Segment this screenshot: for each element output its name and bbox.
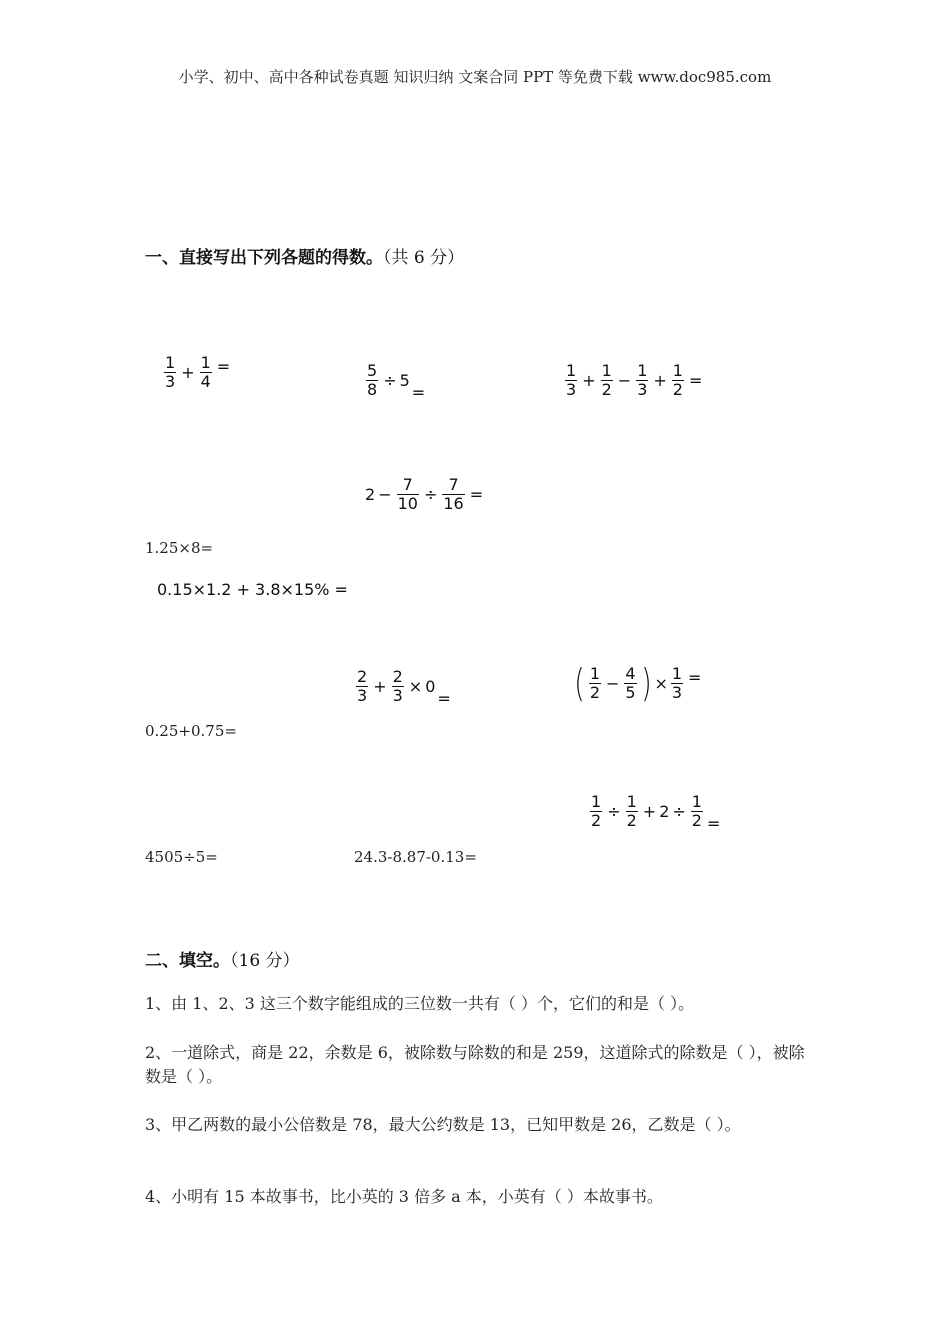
equals-sign: = bbox=[706, 814, 721, 833]
denominator: 3 bbox=[671, 682, 683, 702]
numerator: 1 bbox=[200, 353, 211, 372]
plus-sign: + bbox=[373, 677, 387, 696]
plus-sign: + bbox=[181, 363, 195, 382]
fraction bbox=[565, 362, 577, 399]
expr-decimal-1: 1.25×8= bbox=[145, 539, 214, 557]
expr-frac-mult-1 bbox=[354, 667, 451, 708]
expr-frac-div-2 bbox=[588, 792, 721, 833]
plus-sign: + bbox=[653, 371, 667, 390]
numerator: 1 bbox=[626, 792, 637, 811]
number: 0 bbox=[425, 677, 436, 696]
denominator: 2 bbox=[601, 380, 612, 399]
expr-frac-sum-1 bbox=[162, 354, 233, 391]
denominator: 4 bbox=[200, 372, 211, 391]
denominator: 2 bbox=[672, 380, 683, 399]
minus-sign: − bbox=[606, 673, 620, 693]
number: 2 bbox=[659, 802, 670, 821]
fraction bbox=[626, 793, 638, 830]
denominator: 3 bbox=[357, 686, 368, 705]
fraction bbox=[392, 668, 404, 705]
denominator: 2 bbox=[591, 811, 602, 830]
numerator: 1 bbox=[672, 361, 683, 380]
numerator: 4 bbox=[625, 663, 636, 683]
numerator: 1 bbox=[165, 353, 176, 372]
numerator: 1 bbox=[671, 663, 683, 683]
numerator: 1 bbox=[589, 663, 601, 683]
fraction bbox=[671, 665, 683, 702]
question-4: 4、小明有 15 本故事书，比小英的 3 倍多 a 本，小英有（ ）本故事书。 bbox=[145, 1187, 663, 1206]
expr-frac-mixed-1 bbox=[563, 362, 705, 399]
question-3: 3、甲乙两数的最小公倍数是 78，最大公约数是 13，已知甲数是 26，乙数是（ ）。 bbox=[145, 1115, 741, 1134]
left-paren: ( bbox=[574, 661, 585, 705]
section-1-heading bbox=[145, 243, 464, 268]
minus-sign: − bbox=[617, 371, 632, 390]
numerator: 1 bbox=[566, 361, 577, 380]
denominator: 3 bbox=[392, 686, 403, 705]
fraction bbox=[589, 665, 601, 702]
number: 2 bbox=[365, 485, 376, 504]
fraction bbox=[590, 793, 602, 830]
numerator: 7 bbox=[402, 475, 413, 494]
expr-division-1: 4505÷5= bbox=[145, 848, 218, 866]
denominator: 5 bbox=[625, 682, 636, 702]
divide-sign: ÷ bbox=[423, 485, 438, 504]
fraction bbox=[601, 362, 613, 399]
numerator: 2 bbox=[392, 667, 403, 686]
expr-decimal-3: 0.25+0.75= bbox=[145, 722, 237, 740]
expr-frac-div-1 bbox=[364, 361, 426, 402]
equals-sign: = bbox=[437, 689, 451, 708]
number: 5 bbox=[399, 371, 410, 390]
expr-frac-mixed-2 bbox=[365, 476, 486, 513]
fraction bbox=[200, 354, 212, 391]
equals-sign: = bbox=[688, 667, 702, 687]
fraction bbox=[442, 476, 464, 513]
denominator: 10 bbox=[397, 494, 418, 513]
divide-sign: ÷ bbox=[383, 371, 397, 390]
denominator: 3 bbox=[165, 372, 176, 391]
expr-decimal-4: 24.3-8.87-0.13= bbox=[354, 848, 477, 866]
divide-sign: ÷ bbox=[672, 802, 686, 821]
numerator: 5 bbox=[367, 361, 378, 380]
right-paren: ) bbox=[640, 661, 652, 705]
numerator: 7 bbox=[448, 475, 459, 494]
page-header: 小学、初中、高中各种试卷真题 知识归纳 文案合同 PPT 等免费下载 www.doc985.com bbox=[178, 68, 772, 86]
numerator: 1 bbox=[591, 792, 602, 811]
fraction bbox=[672, 362, 684, 399]
denominator: 2 bbox=[691, 811, 702, 830]
fraction bbox=[164, 354, 176, 391]
numerator: 2 bbox=[357, 667, 368, 686]
question-1: 1、由 1、2、3 这三个数字能组成的三位数一共有（ ）个，它们的和是（ ）。 bbox=[145, 994, 695, 1013]
fraction bbox=[356, 668, 368, 705]
denominator: 3 bbox=[637, 380, 648, 399]
fraction bbox=[624, 665, 636, 702]
fraction bbox=[397, 476, 419, 513]
equals-sign: = bbox=[216, 357, 231, 376]
divide-sign: ÷ bbox=[607, 802, 621, 821]
question-2: 2、一道除式，商是 22，余数是 6，被除数与除数的和是 259，这道除式的除数是（ ），被除数是（ ）。 bbox=[145, 1043, 805, 1086]
denominator: 8 bbox=[367, 380, 378, 399]
numerator: 1 bbox=[601, 361, 612, 380]
numerator: 1 bbox=[691, 792, 702, 811]
numerator: 1 bbox=[637, 361, 648, 380]
fraction bbox=[366, 362, 378, 399]
equals-sign: = bbox=[469, 485, 484, 504]
expr-frac-paren-1 bbox=[572, 661, 704, 705]
equals-sign: = bbox=[411, 383, 426, 402]
section-1-points: （共 6 分） bbox=[383, 248, 465, 268]
equals-sign: = bbox=[688, 371, 703, 390]
section-2-points: （16 分） bbox=[230, 951, 300, 971]
times-sign: × bbox=[408, 677, 423, 696]
denominator: 16 bbox=[443, 494, 464, 513]
minus-sign: − bbox=[378, 485, 392, 504]
fraction bbox=[691, 793, 703, 830]
section-1-title: 一、直接写出下列各题的得数。 bbox=[145, 248, 383, 268]
plus-sign: + bbox=[582, 371, 596, 390]
denominator: 3 bbox=[566, 380, 577, 399]
plus-sign: + bbox=[642, 802, 657, 821]
denominator: 2 bbox=[626, 811, 637, 830]
section-2-title: 二、填空。 bbox=[145, 951, 230, 971]
expr-decimal-2: 0.15×1.2 + 3.8×15% = bbox=[157, 580, 348, 599]
denominator: 2 bbox=[589, 682, 601, 702]
times-sign: × bbox=[654, 673, 668, 693]
section-2-heading bbox=[145, 946, 300, 971]
fraction bbox=[636, 362, 648, 399]
